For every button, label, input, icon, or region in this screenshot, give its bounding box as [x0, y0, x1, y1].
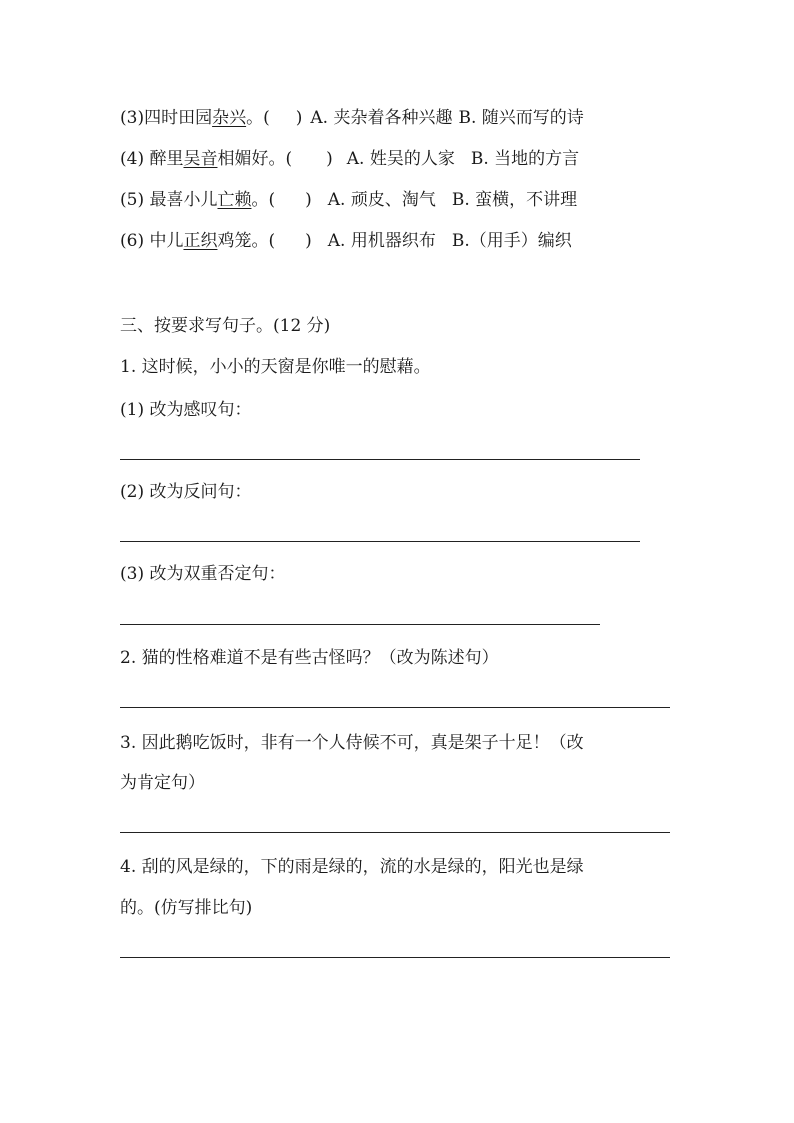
option-b: B. 随兴而写的诗: [458, 108, 584, 128]
item-number: (4): [120, 149, 150, 169]
option-a: A. 用机器织布: [327, 231, 436, 251]
paren-close: ): [305, 190, 312, 210]
question-1-sub-1: (1) 改为感叹句：: [120, 400, 252, 420]
item-phrase-post: 。(: [246, 108, 270, 128]
option-b: B. 当地的方言: [470, 149, 580, 169]
question-4-text-line-1: 4. 刮的风是绿的，下的雨是绿的，流的水是绿的，阳光也是绿: [120, 857, 584, 877]
item-phrase-pre: 最喜小儿: [149, 190, 218, 210]
answer-line[interactable]: [120, 541, 640, 542]
option-b: B.（用手）编织: [451, 231, 572, 251]
matching-item-4: [120, 149, 579, 169]
item-number: (3): [120, 108, 145, 128]
question-1-sub-2: (2) 改为反问句：: [120, 482, 252, 502]
answer-line[interactable]: [120, 957, 670, 958]
item-phrase-pre: 中儿: [149, 231, 184, 251]
matching-item-6: [120, 231, 572, 251]
item-phrase-pre: 四时田园: [144, 108, 213, 128]
section-heading: 三、按要求写句子。(12 分): [120, 316, 331, 336]
question-3-text-line-1: 3. 因此鹅吃饭时，非有一个人侍候不可，真是架子十足！（改: [120, 733, 584, 753]
item-number: (6): [120, 231, 150, 251]
item-phrase-pre: 醉里: [149, 149, 184, 169]
item-key-word: 吴音: [183, 149, 218, 169]
question-1-text: 1. 这时候，小小的天窗是你唯一的慰藉。: [120, 357, 431, 377]
item-phrase-post: 。(: [251, 190, 276, 210]
answer-line[interactable]: [120, 832, 670, 833]
answer-line[interactable]: [120, 624, 600, 625]
question-2-text: 2. 猫的性格难道不是有些古怪吗？（改为陈述句）: [120, 648, 499, 668]
option-a: A. 顽皮、淘气: [327, 190, 436, 210]
item-phrase-post: 相媚好。(: [217, 149, 293, 169]
option-a: A. 姓吴的人家: [346, 149, 455, 169]
paren-close: ): [305, 231, 312, 251]
answer-line[interactable]: [120, 707, 670, 708]
question-1-sub-3: (3) 改为双重否定句：: [120, 564, 286, 584]
matching-item-5: [120, 190, 577, 210]
item-key-word: 正织: [183, 231, 218, 251]
answer-line[interactable]: [120, 459, 640, 460]
item-key-word: 亡赖: [217, 190, 252, 210]
matching-item-3: [120, 108, 584, 128]
question-3-text-line-2: 为肯定句）: [120, 773, 205, 793]
option-b: B. 蛮横，不讲理: [451, 190, 578, 210]
item-number: (5): [120, 190, 150, 210]
paren-close: ): [326, 149, 333, 169]
item-phrase-post: 鸡笼。(: [217, 231, 276, 251]
paren-close: ): [295, 108, 303, 128]
item-key-word: 杂兴: [212, 108, 247, 128]
question-4-text-line-2: 的。(仿写排比句): [120, 898, 253, 918]
option-a: A. 夹杂着各种兴趣: [310, 108, 453, 128]
